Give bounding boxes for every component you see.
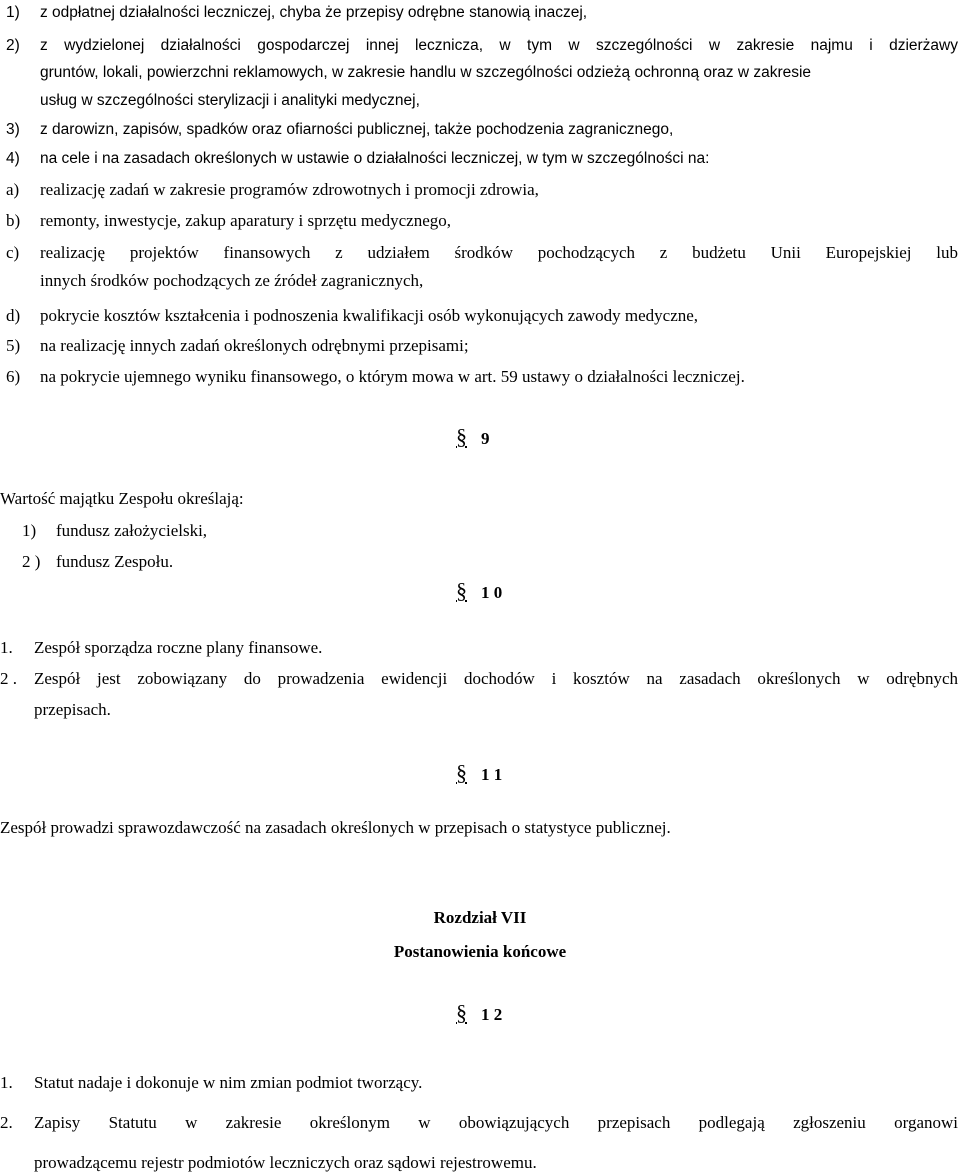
list-item-number: 2 . (0, 669, 17, 688)
sublist-item-text: innych środków pochodzących ze źródeł zagranicznych, (40, 271, 424, 290)
sublist-item-letter: b) (6, 211, 21, 230)
chapter-title: Rozdział VII (433, 908, 527, 927)
list-item-text: przepisach. (34, 700, 111, 719)
section-number: 1 2 (481, 1005, 503, 1024)
list-item-number: 2) (6, 37, 20, 54)
list-item-text: prowadzącemu rejestr podmiotów leczniczych oraz sądowi rejestrowemu. (34, 1153, 537, 1172)
list-item-number: 6) (6, 367, 21, 386)
section-number: 9 (481, 429, 490, 448)
list-item-number: 2. (0, 1113, 13, 1132)
section-heading-9 (456, 426, 490, 450)
list-item-text: fundusz założycielski, (56, 521, 208, 540)
list-item-text: Statut nadaje i dokonuje w nim zmian podmiot tworzący. (34, 1073, 423, 1092)
section-number: 1 1 (481, 765, 503, 784)
list-item-text: z wydzielonej działalności gospodarczej innej lecznicza, w tym w szczególności w zakresie najmu i dzierżawy (40, 37, 958, 54)
sublist-item-text: realizację projektów finansowych z udziałem środków pochodzących z budżetu Unii Europejskiej lub (40, 243, 958, 262)
sublist-item-text: realizację zadań w zakresie programów zdrowotnych i promocji zdrowia, (40, 180, 539, 199)
section-sign: § (456, 1000, 467, 1025)
list-item-text: Zespół jest zobowiązany do prowadzenia ewidencji dochodów i kosztów na zasadach określonych w odrębnych (34, 669, 958, 688)
list-item-number: 5) (6, 336, 21, 355)
sublist-item-letter: d) (6, 306, 21, 325)
sublist-item-text: remonty, inwestycje, zakup aparatury i sprzętu medycznego, (40, 211, 451, 230)
list-item-number: 4) (6, 150, 20, 167)
section-heading-11 (456, 762, 502, 786)
list-item-text: na pokrycie ujemnego wyniku finansowego, o którym mowa w art. 59 ustawy o działalności leczniczej. (40, 367, 745, 386)
list-item-text: na realizację innych zadań określonych odrębnymi przepisami; (40, 336, 469, 355)
list-item-number: 1. (0, 638, 13, 657)
list-item-number: 1. (0, 1073, 13, 1092)
paragraph-text: Wartość majątku Zespołu określają: (0, 489, 244, 508)
paragraph-text: Zespół prowadzi sprawozdawczość na zasadach określonych w przepisach o statystyce publicznej. (0, 818, 671, 837)
list-item-text: fundusz Zespołu. (56, 552, 174, 571)
list-item-number: 1) (6, 4, 20, 21)
list-item-number: 2 ) (22, 552, 41, 571)
list-item-text: na cele i na zasadach określonych w ustawie o działalności leczniczej, w tym w szczególności na: (40, 150, 710, 167)
list-item-text: Zespół sporządza roczne plany finansowe. (34, 638, 323, 657)
list-item-text: z odpłatnej działalności leczniczej, chyba że przepisy odrębne stanowią inaczej, (40, 4, 588, 21)
sublist-item-letter: a) (6, 180, 20, 199)
section-sign: § (456, 760, 467, 785)
list-item-text: gruntów, lokali, powierzchni reklamowych, w zakresie handlu w szczególności odzieżą ochronną oraz w zakresie (40, 64, 812, 81)
sublist-item-text: pokrycie kosztów kształcenia i podnoszenia kwalifikacji osób wykonujących zawody medyczne, (40, 306, 699, 325)
list-item-number: 1) (22, 521, 37, 540)
section-sign: § (456, 424, 467, 449)
section-heading-10 (456, 580, 502, 604)
section-number: 1 0 (481, 583, 503, 602)
section-sign: § (456, 578, 467, 603)
chapter-subtitle: Postanowienia końcowe (393, 942, 567, 961)
list-item-text: usług w szczególności sterylizacji i analityki medycznej, (40, 92, 420, 109)
list-item-number: 3) (6, 121, 20, 138)
list-item-text: z darowizn, zapisów, spadków oraz ofiarności publicznej, także pochodzenia zagranicznego, (40, 121, 674, 138)
sublist-item-letter: c) (6, 243, 20, 262)
list-item-text: Zapisy Statutu w zakresie określonym w obowiązujących przepisach podlegają zgłoszeniu organowi (34, 1113, 958, 1132)
section-heading-12 (456, 1002, 502, 1026)
